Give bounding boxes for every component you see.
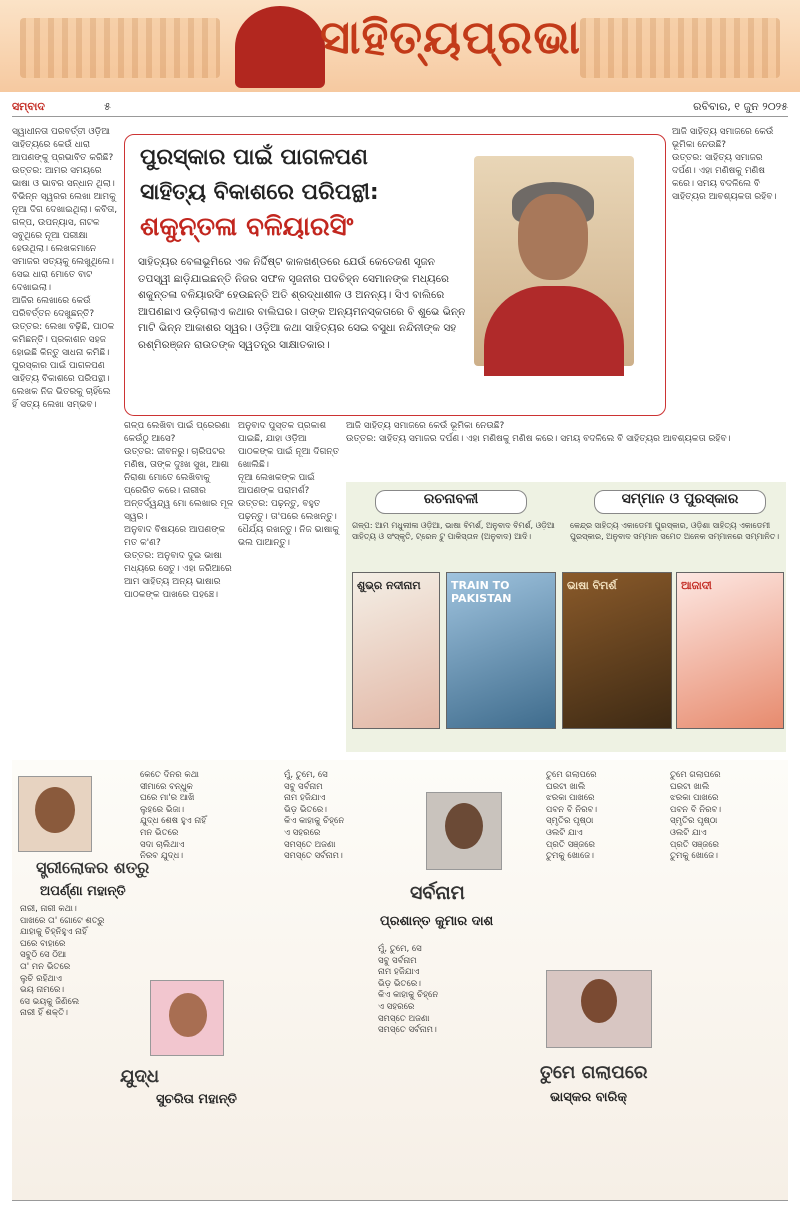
portrait-face xyxy=(518,194,588,280)
poem-text-2: କେତେ ଦିନର କଥା ସୀମାରେ ବନ୍ଧୁକ ଘରେ ମା'ର ଆଖି ଲୁହରେ ଭିଜା। ଯୁଦ୍ଧ ଶେଷ ହୁଏ ନାହିଁ ମନ ଭିତରେ ସଦା ଚାଲିଥାଏ ନିରବ ଯୁଦ୍ଧ। xyxy=(140,770,207,862)
poem-title-2: ଯୁଦ୍ଧ xyxy=(120,1066,160,1087)
book-title-4: ଆଜାଦୀ xyxy=(681,579,712,592)
book-title-1: ଶୁଭ୍ର ନଦୀନାମ xyxy=(357,579,421,592)
poem-title-1: ସ୍ତ୍ରୀଲୋକର ଶତ୍ରୁ xyxy=(36,858,150,877)
interview-column-4: ଆଜି ସାହିତ୍ୟ ସମାଜରେ କେଉଁ ଭୂମିକା ନେଉଛି? ଉତ୍ତର: ସାହିତ୍ୟ ସମାଜର ଦର୍ପଣ। ଏହା ମଣିଷକୁ ମଣିଷ କରେ। ସମୟ ବଦଳିଲେ ବି ସାହିତ୍ୟର ଆବଶ୍ୟକତା ରହିବ। xyxy=(672,127,777,202)
interview-column-1: ସ୍ୱାଧୀନତା ପରବର୍ତ୍ତୀ ଓଡ଼ିଆ ସାହିତ୍ୟରେ କେଉଁ ଧାରା ଆପଣଙ୍କୁ ପ୍ରଭାବିତ କରିଛି? ଉତ୍ତର: ଆମର ସମୟରେ ଭାଷା ଓ ଭାବର ସନ୍ଧାନ ଥିଲା। ବିଭିନ୍ନ ସ୍ୱରର ଲେଖା ଆମକୁ ନୂଆ ଦିଗ ଦେଖାଇଥିଲା। କବିତା, ଗଳ୍ପ, ଉପନ୍ୟାସ, ନାଟକ ସବୁଥିରେ ନୂଆ ପରୀକ୍ଷା ହେଉଥିଲା। ଲେଖକମାନେ ସମାଜର ସତ୍ୟକୁ ଲେଖୁଥିଲେ। ସେଇ ଧାରା ମୋତେ ବାଟ ଦେଖାଇଲା। ଆଜିର ଲେଖାରେ କେଉଁ ପରିବର୍ତ୍ତନ ଦେଖୁଛନ୍ତି? ଉତ୍ତର: ଲେଖା ବଢ଼ିଛି, ପାଠକ କମିଛନ୍ତି। ପ୍ରକାଶନ ସହଜ ହୋଇଛି କିନ୍ତୁ ସାଧନା କମିଛି। ପୁରସ୍କାର ପାଇଁ ପାଗଳପଣ ସାହିତ୍ୟ ବିକାଶରେ ପରିପନ୍ଥୀ। ଲେଖକ ନିଜ ଭିତରକୁ ଚାହିଁଲେ ହିଁ ସତ୍ୟ ଲେଖା ସମ୍ଭବ। xyxy=(12,127,118,410)
bookshelf-decoration-right xyxy=(580,18,780,78)
poet-name-2: ସୁଚରିତା ମହାନ୍ତି xyxy=(156,1092,237,1107)
page-title: ସାହିତ୍ୟପ୍ରଭା xyxy=(320,10,582,64)
poem-title-4: ତୁମେ ଗଲାପରେ xyxy=(540,1062,648,1083)
book-title-2: TRAIN TO PAKISTAN xyxy=(451,579,512,605)
masthead xyxy=(0,0,800,92)
poem-text-3: ମୁଁ, ତୁମେ, ସେ ସବୁ ସର୍ବନାମ ନାମ ହଜିଯାଏ ଭିଡ଼ ଭିତରେ। କିଏ କାହାକୁ ଚିହ୍ନେ ଏ ସହରରେ ସମସ୍ତେ ଅଜଣା ସମସ୍ତେ ସର୍ବନାମ। xyxy=(378,944,439,1036)
interview-column-3: ଅନୁବାଦ ପୁସ୍ତକ ପ୍ରକାଶ ପାଇଛି, ଯାହା ଓଡ଼ିଆ ପାଠକଙ୍କ ପାଇଁ ନୂଆ ଦିଗନ୍ତ ଖୋଲିଛି। ନୂଆ ଲେଖକଙ୍କ ପାଇଁ ଆପଣଙ୍କ ପରାମର୍ଶ? ଉତ୍ତର: ପଢ଼ନ୍ତୁ, ବହୁତ ପଢ଼ନ୍ତୁ। ତା'ପରେ ଲେଖନ୍ତୁ। ଧୈର୍ଯ୍ୟ ରଖନ୍ତୁ। ନିଜ ଭାଷାକୁ ଭଲ ପାଆନ୍ତୁ। xyxy=(238,421,340,548)
book-title-3: ଭାଷା ବିମର୍ଶ xyxy=(567,579,617,592)
poet-face xyxy=(35,787,75,833)
interview-continuation: ଆଜି ସାହିତ୍ୟ ସମାଜରେ କେଉଁ ଭୂମିକା ନେଉଛି? ଉତ୍ତର: ସାହିତ୍ୟ ସମାଜର ଦର୍ପଣ। ଏହା ମଣିଷକୁ ମଣିଷ କରେ। ସମୟ ବଦଳିଲେ ବି ସାହିତ୍ୟର ଆବଶ୍ୟକତା ରହିବ। xyxy=(346,421,731,444)
poet-name-3: ପ୍ରଶାନ୍ତ କୁମାର ଦାଶ xyxy=(380,914,494,929)
poet-name-4: ଭାସ୍କର ବାରିକ୍ xyxy=(550,1090,627,1105)
footer-divider xyxy=(12,1200,788,1201)
portrait-sari xyxy=(484,286,624,376)
poet-photo-prashant xyxy=(426,792,502,870)
poem-text-4-extra: ତୁମେ ଗଲାପରେ ଘରଟା ଖାଲି ଝରକା ପାଖରେ ପବନ ବି ନିରବ। ସ୍ମୃତିର ପୃଷ୍ଠା ଓଲଟି ଯାଏ ପ୍ରତି ସଞ୍ଜରେ ତୁମକୁ ଖୋଜେ। xyxy=(670,770,722,862)
awards-text: କେନ୍ଦ୍ର ସାହିତ୍ୟ ଏକାଡେମୀ ପୁରସ୍କାର, ଓଡ଼ିଶା ସାହିତ୍ୟ ଏକାଡେମୀ ପୁରସ୍କାର, ଅନୁବାଦ ସମ୍ମାନ ସମେତ ଅନେକ ସମ୍ମାନରେ ସମ୍ମାନିତ। xyxy=(570,521,780,541)
poet-photo-aparna xyxy=(18,776,92,852)
interviewee-portrait xyxy=(474,156,634,366)
poet-photo-bhaskar xyxy=(546,970,652,1048)
poem-text-3-extra: ମୁଁ, ତୁମେ, ସେ ସବୁ ସର୍ବନାମ ନାମ ହଜିଯାଏ ଭିଡ଼ ଭିତରେ। କିଏ କାହାକୁ ଚିହ୍ନେ ଏ ସହରରେ ସମସ୍ତେ ଅଜଣା ସମସ୍ତେ ସର୍ବନାମ। xyxy=(284,770,345,862)
poet-face xyxy=(445,803,483,849)
awards-heading: ସମ୍ମାନ ଓ ପୁରସ୍କାର xyxy=(594,490,766,514)
newspaper-brand: ସମ୍ବାଦ xyxy=(12,100,45,113)
poet-face xyxy=(169,993,207,1037)
works-heading: ରଚନାବଳୀ xyxy=(375,490,527,514)
poet-name-1: ଅପର୍ଣ୍ଣା ମହାନ୍ତି xyxy=(40,884,126,899)
page-number: ୫ xyxy=(104,100,111,113)
poem-text-1: ନାରୀ, ନାରୀ କଥା। ପାଖରେ ତା' ଗୋଟେ ଶତ୍ରୁ ଯାହାକୁ ଚିହ୍ନିହୁଏ ନାହିଁ ଘରେ ବାହାରେ ସବୁଠି ସେ ଠିଆ ତା' ମନ ଭିତରେ ଲୁଚି ରହିଥାଏ ଭୟ ନାମରେ। ସେ ଭୟକୁ ଜିଣିଲେ ନାରୀ ହିଁ ଶକ୍ତି। xyxy=(20,904,105,1019)
interviewee-name: ଶକୁନ୍ତଳା ବଳିୟାରସିଂ xyxy=(140,212,354,242)
book-cover-1 xyxy=(352,572,440,729)
poet-photo-sucharita xyxy=(150,980,224,1056)
poet-face xyxy=(581,979,617,1023)
dateline xyxy=(12,100,788,117)
works-text: ଗଳ୍ପ: ଆମ ମଧୁଲୀଳା ଓଡ଼ିଆ, ଭାଷା ବିମର୍ଶ, ଅନୁବାଦ ବିମର୍ଶ, ଓଡ଼ିଆ ସାହିତ୍ୟ ଓ ସଂସ୍କୃତି, ଟ୍ରେନ ଟୁ ପାକିସ୍ତାନ (ଅନୁବାଦ) ଆଦି। xyxy=(352,521,555,541)
bookshelf-decoration-left xyxy=(20,18,220,78)
reader-emblem-icon xyxy=(235,6,325,88)
book-cover-4 xyxy=(676,572,784,729)
book-cover-2 xyxy=(446,572,556,729)
headline-line-1: ପୁରସ୍କାର ପାଇଁ ପାଗଳପଣ xyxy=(140,145,368,170)
issue-date: ରବିବାର, ୧ ଜୁନ ୨୦୨୫ xyxy=(693,100,788,113)
poem-title-3: ସର୍ବନାମ xyxy=(410,882,465,904)
headline xyxy=(140,140,470,210)
headline-line-2: ସାହିତ୍ୟ ବିକାଶରେ ପରିପନ୍ଥୀ: xyxy=(140,180,379,205)
interview-intro: ସାହିତ୍ୟର ବେଳାଭୂମିରେ ଏକ ନିର୍ଦ୍ଦିଷ୍ଟ କାଳଖଣ୍ଡରେ ଯେଉଁ କେତେଜଣ ସୃଜନ ତପସ୍ୱୀ ଛାଡ଼ିଯାଇଛନ୍ତି ନିଜର ସଫଳ ସୃଜନୀର ପଦଚିହ୍ନ ସେମାନଙ୍କ ମଧ୍ୟରେ ଶକୁନ୍ତଳା ବଳିୟାରସିଂ ହେଉଛନ୍ତି ଅତି ଶ୍ରଦ୍ଧାଶୀଳ ଓ ଅନନ୍ୟ। ସିଏ ବାଲିରେ ଆପଣଛାଏ ଉଡ଼ିଗଲାଏ କଥାର ବାଲିଘର। ତାଙ୍କ ଅନ୍ୟମନସ୍କତାରେ ବି ଶୁଭେ ଭିନ୍ନ ମାଟି ଭିନ୍ନ ଆକାଶର ସ୍ୱର। ଓଡ଼ିଆ କଥା ସାହିତ୍ୟର ସେଇ ବସୁଧା ନନ୍ଦିନୀଙ୍କ ସହ ରଶ୍ମିରଞ୍ଜନ ରାଉତଙ୍କ ସ୍ୱତନ୍ତ୍ର ସାକ୍ଷାତକାର। xyxy=(138,256,466,351)
interview-column-2: ଗଳ୍ପ ଲେଖିବା ପାଇଁ ପ୍ରେରଣା କେଉଁଠୁ ଆସେ? ଉତ୍ତର: ଜୀବନରୁ। ଚାରିପଟର ମଣିଷ, ତାଙ୍କ ଦୁଃଖ ସୁଖ, ଆଶା ନିରାଶା ମୋତେ ଲେଖିବାକୁ ପ୍ରେରିତ କରେ। ନାରୀର ଅନ୍ତର୍ଦ୍ୱନ୍ଦ୍ୱ ମୋ ଲେଖାର ମୂଳ ସ୍ୱର। ଅନୁବାଦ ବିଷୟରେ ଆପଣଙ୍କ ମତ କ'ଣ? ଉତ୍ତର: ଅନୁବାଦ ଦୁଇ ଭାଷା ମଧ୍ୟରେ ସେତୁ। ଏହା ଜରିଆରେ ଆମ ସାହିତ୍ୟ ଅନ୍ୟ ଭାଷାର ପାଠକଙ୍କ ପାଖରେ ପହଞ୍ଚେ। xyxy=(124,421,234,600)
poem-text-4: ତୁମେ ଗଲାପରେ ଘରଟା ଖାଲି ଝରକା ପାଖରେ ପବନ ବି ନିରବ। ସ୍ମୃତିର ପୃଷ୍ଠା ଓଲଟି ଯାଏ ପ୍ରତି ସଞ୍ଜରେ ତୁମକୁ ଖୋଜେ। xyxy=(546,770,598,862)
book-cover-3 xyxy=(562,572,672,729)
